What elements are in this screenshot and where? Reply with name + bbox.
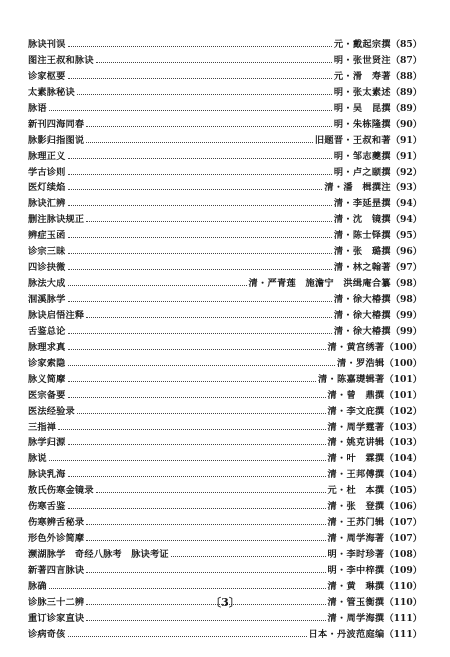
entry-title: 诊家枢要 <box>28 70 66 82</box>
dot-leader <box>86 317 332 318</box>
dot-leader <box>86 620 325 621</box>
toc-entry <box>28 149 422 165</box>
dot-leader <box>68 301 332 302</box>
toc-entry <box>28 133 422 149</box>
entry-page-number: （89） <box>390 102 422 114</box>
toc-entry <box>28 324 422 340</box>
dot-leader <box>49 110 332 111</box>
entry-title: 形色外诊简摩 <box>28 533 85 545</box>
entry-author: 日本・丹波范庭编 <box>308 628 385 640</box>
entry-title: 诊宗三昧 <box>28 246 66 258</box>
entry-title: 脉理求真 <box>28 341 66 353</box>
toc-entry <box>28 228 422 244</box>
entry-title: 脉法大成 <box>28 278 66 290</box>
dot-leader <box>68 269 332 270</box>
toc-entry <box>28 340 422 356</box>
toc-entry <box>28 180 422 196</box>
entry-page-number: （104） <box>384 453 422 465</box>
entry-page-number: （103） <box>384 421 422 433</box>
entry-page-number: （99） <box>390 325 422 337</box>
entry-page-number: （107） <box>384 517 422 529</box>
toc-entry <box>28 483 422 499</box>
table-of-contents <box>28 37 422 643</box>
entry-author: 清・黄宫绣著 <box>327 341 385 353</box>
entry-title: 重订诊家直诀 <box>28 612 85 624</box>
entry-page-number: （111） <box>384 612 422 624</box>
entry-author: 明・吴 昆撰 <box>333 102 391 114</box>
entry-title: 濒湖脉学 奇经八脉考 脉诀考证 <box>28 549 169 560</box>
dot-leader <box>68 333 332 334</box>
entry-page-number: （105） <box>384 485 422 497</box>
toc-entry <box>28 196 422 212</box>
entry-page-number: （85） <box>390 39 422 50</box>
toc-entry <box>28 531 422 547</box>
entry-title: 舌鉴总论 <box>28 325 66 337</box>
dot-leader <box>86 572 325 573</box>
entry-author: 清・陈士铎撰 <box>333 230 391 242</box>
toc-entry <box>28 276 422 292</box>
entry-title: 脉说 <box>28 453 47 465</box>
entry-page-number: （91） <box>390 134 422 146</box>
entry-page-number: （94） <box>390 198 422 210</box>
entry-page-number: （90） <box>390 118 422 130</box>
entry-author: 明・李中梓撰 <box>327 564 385 576</box>
entry-page-number: （97） <box>390 262 422 274</box>
entry-title: 脉影归指图说 <box>28 134 85 146</box>
entry-title: 医灯续焰 <box>28 182 66 194</box>
entry-title: 洄溪脉学 <box>28 294 66 305</box>
dot-leader <box>171 556 326 557</box>
entry-page-number: （89） <box>390 86 422 98</box>
entry-author: 清・管玉衡撰 <box>327 596 385 608</box>
toc-entry <box>28 37 422 53</box>
entry-author: 清・黄 琳撰 <box>327 580 385 592</box>
entry-title: 脉诀乳海 <box>28 469 66 481</box>
entry-author: 清・叶 霖撰 <box>327 453 385 465</box>
entry-author: 明・张太素述 <box>333 86 391 98</box>
entry-title: 医法经验录 <box>28 405 75 417</box>
entry-page-number: （111） <box>384 628 422 640</box>
entry-page-number: （108） <box>384 549 422 560</box>
dot-leader <box>68 397 326 398</box>
toc-entry <box>28 117 422 133</box>
entry-title: 辨症玉函 <box>28 230 66 242</box>
dot-leader <box>77 413 326 414</box>
dot-leader <box>68 78 332 79</box>
entry-author: 清・周学海撰 <box>327 612 385 624</box>
entry-author: 清・李延昰撰 <box>333 198 391 210</box>
toc-entry <box>28 515 422 531</box>
toc-entry <box>28 260 422 276</box>
entry-page-number: （87） <box>390 54 422 66</box>
entry-title: 新著四言脉诀 <box>28 564 85 576</box>
entry-author: 清・周学海著 <box>327 533 385 545</box>
entry-author: 清・潘 楫撰注 <box>324 182 391 194</box>
dot-leader <box>49 588 326 589</box>
entry-page-number: （110） <box>384 580 422 592</box>
entry-author: 清・沈 镜撰 <box>333 214 391 226</box>
entry-title: 诊脉三十二辨 <box>28 596 85 608</box>
entry-author: 元・滑 寿著 <box>333 70 391 82</box>
dot-leader <box>68 349 326 350</box>
entry-author: 清・陈嘉璴辑著 <box>318 373 385 385</box>
entry-page-number: （104） <box>384 469 422 481</box>
entry-page-number: （93） <box>390 182 422 194</box>
entry-author: 清・周学霆著 <box>327 421 385 433</box>
entry-title: 脉理正义 <box>28 150 66 162</box>
entry-page-number: （103） <box>384 437 422 449</box>
dot-leader <box>49 460 326 461</box>
entry-title: 伤寒辨舌秘录 <box>28 517 85 529</box>
dot-leader <box>68 158 332 159</box>
dot-leader <box>68 508 326 509</box>
toc-entry <box>28 372 422 388</box>
entry-page-number: （91） <box>390 150 422 162</box>
toc-entry <box>28 53 422 69</box>
page-number: 〔3〕 <box>210 596 240 609</box>
toc-entry <box>28 467 422 483</box>
dot-leader <box>86 126 332 127</box>
entry-page-number: （100） <box>384 341 422 353</box>
dot-leader <box>68 237 332 238</box>
entry-page-number: （102） <box>384 405 422 417</box>
dot-leader <box>68 253 332 254</box>
entry-page-number: （101） <box>384 389 422 401</box>
entry-author: 清・徐大椿撰 <box>333 325 391 337</box>
entry-author: 清・林之翰著 <box>333 262 391 274</box>
entry-page-number: （95） <box>390 230 422 242</box>
entry-title: 诊病奇侅 <box>28 628 66 640</box>
entry-author: 清・严青莲 施澹宁 洪缉庵合纂 <box>248 278 391 290</box>
entry-page-number: （99） <box>390 309 422 321</box>
entry-page-number: （107） <box>384 533 422 545</box>
entry-author: 元・戴起宗撰 <box>333 39 391 50</box>
toc-entry <box>28 85 422 101</box>
entry-page-number: （98） <box>390 278 422 290</box>
entry-page-number: （100） <box>384 357 422 369</box>
entry-author: 清・曾 鼎撰 <box>327 389 385 401</box>
dot-leader <box>68 205 332 206</box>
entry-title: 脉诀汇辨 <box>28 198 66 210</box>
entry-page-number: （101） <box>384 373 422 385</box>
entry-author: 清・李文庇撰 <box>327 405 385 417</box>
dot-leader <box>68 365 335 366</box>
entry-page-number: （106） <box>384 501 422 513</box>
dot-leader <box>68 285 247 286</box>
entry-title: 三指禅 <box>28 421 57 433</box>
dot-leader <box>68 476 326 477</box>
entry-author: 旧题晋・王叔和著 <box>314 134 391 146</box>
toc-entry <box>28 611 422 627</box>
entry-author: 明・邹志夔撰 <box>333 150 391 162</box>
dot-leader <box>68 636 307 637</box>
entry-title: 图注王叔和脉诀 <box>28 54 94 66</box>
toc-entry <box>28 547 422 563</box>
toc-entry <box>28 435 422 451</box>
toc-entry <box>28 165 422 181</box>
toc-entry <box>28 308 422 324</box>
dot-leader <box>86 540 325 541</box>
entry-author: 明・李时珍著 <box>327 549 385 560</box>
entry-title: 脉诀启悟注释 <box>28 309 85 321</box>
entry-page-number: （110） <box>384 596 422 608</box>
entry-author: 明・张世贤注 <box>333 54 391 66</box>
toc-entry <box>28 244 422 260</box>
toc-entry <box>28 499 422 515</box>
dot-leader <box>68 46 332 47</box>
entry-title: 敖氏伤寒金镜录 <box>28 485 94 497</box>
entry-page-number: （88） <box>390 70 422 82</box>
entry-title: 医宗备要 <box>28 389 66 401</box>
entry-title: 脉诀刊误 <box>28 39 66 50</box>
entry-page-number: （96） <box>390 246 422 258</box>
entry-title: 四诊抉微 <box>28 262 66 274</box>
dot-leader <box>86 142 313 143</box>
entry-title: 新刊四海同春 <box>28 118 85 130</box>
entry-author: 清・姚克讲辑 <box>327 437 385 449</box>
entry-author: 清・徐大椿撰 <box>333 294 391 305</box>
entry-author: 清・王苏门辑 <box>327 517 385 529</box>
toc-entry <box>28 388 422 404</box>
toc-entry <box>28 420 422 436</box>
toc-entry <box>28 69 422 85</box>
entry-author: 清・张 璐撰 <box>333 246 391 258</box>
toc-entry <box>28 563 422 579</box>
dot-leader <box>68 381 316 382</box>
dot-leader <box>86 524 325 525</box>
dot-leader <box>68 189 323 190</box>
entry-author: 清・王邦傅撰 <box>327 469 385 481</box>
entry-title: 脉义简摩 <box>28 373 66 385</box>
toc-entry <box>28 627 422 643</box>
toc-entry <box>28 356 422 372</box>
entry-author: 元・杜 本撰 <box>327 485 385 497</box>
entry-title: 脉学归源 <box>28 437 66 449</box>
entry-title: 太素脉秘诀 <box>28 86 75 98</box>
entry-title: 脉语 <box>28 102 47 114</box>
dot-leader <box>86 221 332 222</box>
entry-page-number: （98） <box>390 294 422 305</box>
entry-title: 删注脉诀规正 <box>28 214 85 226</box>
toc-entry <box>28 404 422 420</box>
toc-entry <box>28 101 422 117</box>
entry-title: 诊家索隐 <box>28 357 66 369</box>
entry-author: 清・张 登撰 <box>327 501 385 513</box>
dot-leader <box>96 62 332 63</box>
entry-author: 明・卢之颐撰 <box>333 166 391 178</box>
toc-entry <box>28 451 422 467</box>
entry-author: 清・罗浩辑 <box>337 357 385 369</box>
dot-leader <box>58 429 325 430</box>
entry-page-number: （92） <box>390 166 422 178</box>
entry-title: 伤寒舌鉴 <box>28 501 66 513</box>
entry-title: 脉确 <box>28 580 47 592</box>
entry-author: 清・徐大椿撰 <box>333 309 391 321</box>
toc-entry <box>28 292 422 308</box>
entry-author: 明・朱栋隆撰 <box>333 118 391 130</box>
toc-entry <box>28 579 422 595</box>
entry-page-number: （94） <box>390 214 422 226</box>
entry-page-number: （109） <box>384 564 422 576</box>
dot-leader <box>68 444 326 445</box>
dot-leader <box>96 492 326 493</box>
dot-leader <box>77 94 332 95</box>
toc-entry <box>28 212 422 228</box>
dot-leader <box>68 174 332 175</box>
entry-title: 学古诊则 <box>28 166 66 178</box>
